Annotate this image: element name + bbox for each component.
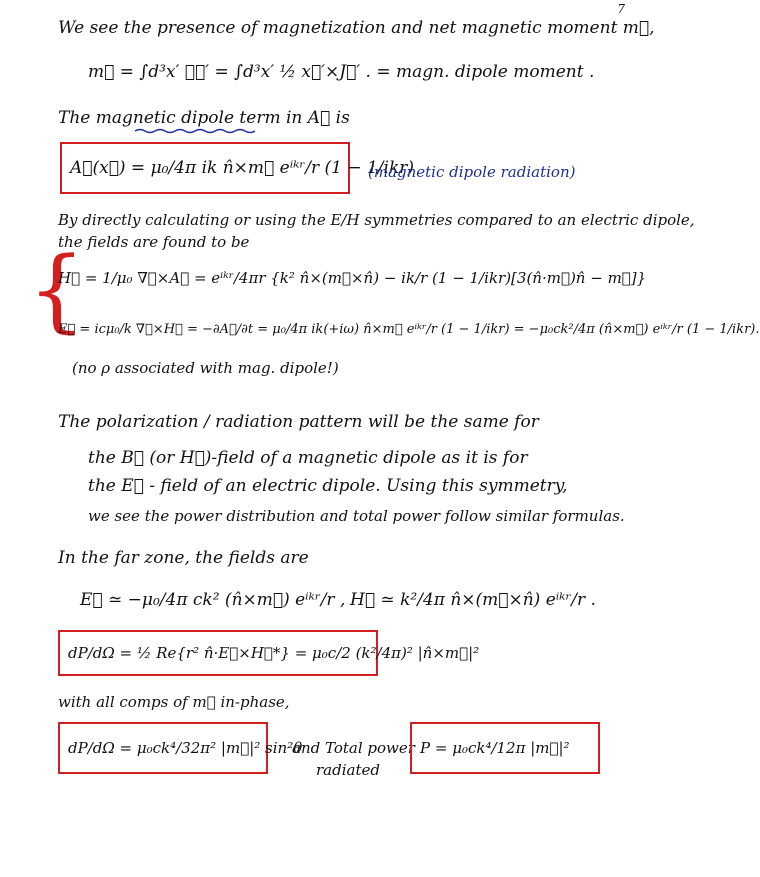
text-line-3: The magnetic dipole term in A⃗ is: [58, 108, 350, 128]
total-power-box: [410, 722, 600, 774]
equation-far-h: H⃗ ≃ k²/4π n̂×(m⃗×n̂) eⁱᵏʳ/r .: [350, 590, 596, 610]
text-total-power: and Total power: [292, 739, 415, 757]
text-line-9: the E⃗ - field of an electric dipole. Using this symmetry,: [88, 476, 568, 496]
text-line-12: with all comps of m⃗ in-phase,: [58, 693, 290, 711]
text-line-7: The polarization / radiation pattern will be the same for: [58, 412, 539, 432]
text-line-4: By directly calculating or using the E/H symmetries compared to an electric dipole,: [58, 211, 695, 229]
text-line-8: the B⃗ (or H⃗)-field of a magnetic dipole as it is for: [88, 448, 528, 468]
page-number: 7: [617, 2, 625, 16]
angular-power-equation: dP/dΩ = μ₀ck⁴/32π² |m⃗|² sin²θ: [68, 739, 303, 757]
text-line-5: the fields are found to be: [58, 233, 250, 251]
equation-h-field: H⃗ = 1/μ₀ ∇⃗×A⃗ = eⁱᵏʳ/4πr {k² n̂×(m⃗×n̂) − ik/r (1 − 1/ikr)[3(n̂·m⃗)n̂ − m⃗]}: [58, 269, 647, 287]
power-distribution-box: [58, 630, 480, 676]
text-line-6: (no ρ associated with mag. dipole!): [72, 359, 339, 377]
equation-far-e: E⃗ ≃ −μ₀/4π ck² (n̂×m⃗) eⁱᵏʳ/r ,: [80, 590, 346, 610]
total-power-equation: P = μ₀ck⁴/12π |m⃗|²: [420, 739, 570, 757]
power-distribution-equation: dP/dΩ = ½ Re{r² n̂·E⃗×H⃗*} = μ₀c/2 (k²/4π)² |n̂×m⃗|²: [68, 644, 480, 662]
wavy-underline: [135, 128, 255, 134]
fields-brace: {: [28, 238, 86, 343]
vector-potential-equation: A⃗(x⃗) = μ₀/4π ik n̂×m⃗ eⁱᵏʳ/r (1 − 1/ikr): [70, 158, 415, 178]
text-line-10: we see the power distribution and total power follow similar formulas.: [88, 507, 625, 525]
note-magnetic-dipole-radiation: (magnetic dipole radiation): [368, 163, 576, 181]
text-line-1: We see the presence of magnetization and net magnetic moment m⃗,: [58, 18, 655, 38]
text-radiated: radiated: [316, 761, 380, 779]
vector-potential-box: [60, 142, 415, 194]
text-line-11: In the far zone, the fields are: [58, 548, 309, 568]
equation-e-field: E⃗ = icμ₀/k ∇⃗×H⃗ = −∂A⃗/∂t = μ₀/4π ik(+iω) n̂×m⃗ eⁱᵏʳ/r (1 − 1/ikr) = −μ₀ck²/4π (n̂×m⃗) eⁱᵏʳ/r (1 − 1/ikr).: [58, 322, 760, 337]
angular-power-box: [58, 722, 303, 774]
equation-dipole-moment: m⃗ = ∫d³x′ 𝓜⃗′ = ∫d³x′ ½ x⃗′×J⃗′ . = magn. dipole moment .: [88, 62, 595, 82]
